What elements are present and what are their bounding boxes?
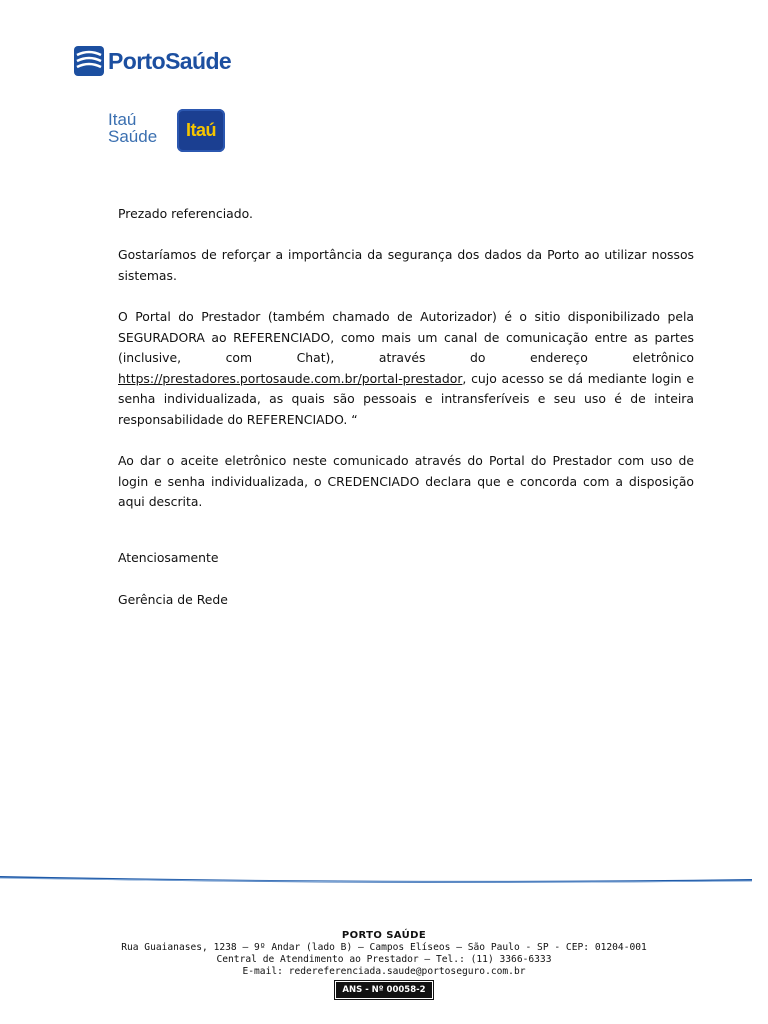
footer-address: Rua Guaianases, 1238 – 9º Andar (lado B) – Campos Elíseos – São Paulo - SP - CEP: 01204-001 bbox=[121, 942, 647, 953]
itau-saude-logo bbox=[108, 111, 157, 145]
itau-saude-line-2: Saúde bbox=[108, 127, 158, 146]
paragraph-portal bbox=[118, 307, 694, 431]
greeting: Prezado referenciado. bbox=[118, 206, 253, 221]
porto-wave-icon bbox=[74, 46, 104, 76]
itau-logo-text: Itaú bbox=[185, 120, 216, 140]
itau-saude-line-1: Itaú bbox=[108, 110, 137, 129]
paragraph-acceptance: Ao dar o aceite eletrônico neste comunicado através do Portal do Prestador com uso de login e senha individualizada, o CREDENCIADO declara que e concorda com a disposição aqui descrita. bbox=[118, 453, 694, 510]
letter-body bbox=[118, 204, 694, 513]
ans-badge: ANS - Nº 00058-2 bbox=[336, 982, 431, 998]
footer-email: E-mail: redereferenciada.saude@portoseguro.com.br bbox=[242, 966, 526, 977]
footer-phone: Central de Atendimento ao Prestador – Tel.: (11) 3366-6333 bbox=[216, 954, 552, 965]
paragraph-security: Gostaríamos de reforçar a importância da segurança dos dados da Porto ao utilizar nossos sistemas. bbox=[118, 247, 694, 283]
itau-logo bbox=[177, 109, 225, 152]
signature: Gerência de Rede bbox=[118, 592, 228, 607]
portal-prestador-link[interactable]: https://prestadores.portosaude.com.br/portal-prestador bbox=[118, 370, 463, 386]
footer-divider bbox=[0, 872, 768, 888]
paragraph-portal-text-1: O Portal do Prestador (também chamado de Autorizador) é o sitio disponibilizado pela SEGURADORA ao REFERENCIADO, como mais um canal de comunicação entre as partes (inclusive, com Chat), através do endereço eletrônico bbox=[118, 308, 694, 366]
footer-company: PORTO SAÚDE bbox=[341, 930, 427, 941]
paragraph-portal-text-2: , cujo acesso se dá mediante login e senha individualizada, as quais são pessoais e intransferíveis e seu uso é de inteira responsabilidade do REFERENCIADO. “ bbox=[118, 370, 694, 427]
closing: Atenciosamente bbox=[118, 550, 219, 565]
footer bbox=[0, 930, 768, 998]
porto-saude-wordmark: PortoSaúde bbox=[108, 47, 232, 74]
porto-saude-logo bbox=[74, 45, 231, 77]
